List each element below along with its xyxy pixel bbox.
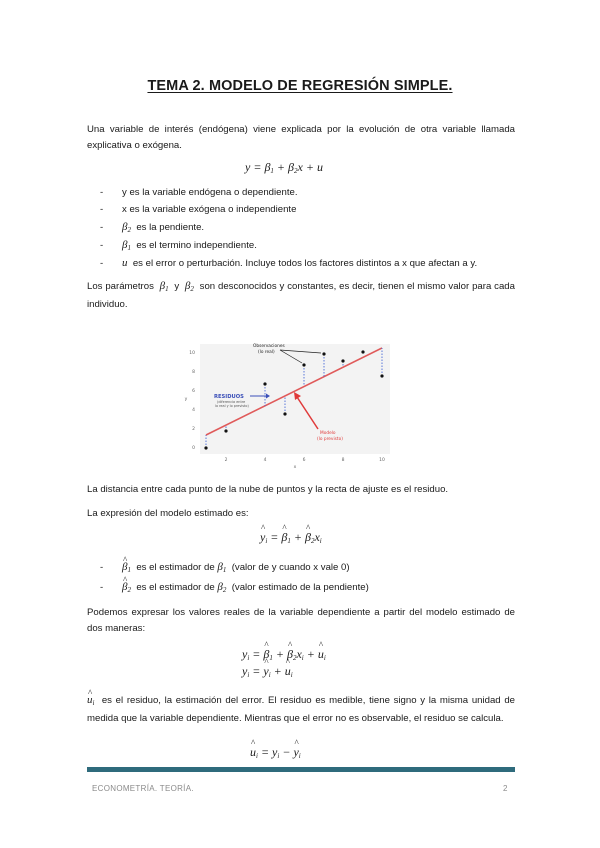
label-lo-previsto: (lo previsto) <box>317 437 343 442</box>
label-lo-real: (lo real) <box>258 350 275 355</box>
real-values-equation-2: $y_i$ = ^ $y_i$ + ^ $u_i$ <box>242 664 293 679</box>
y-tick: 2 <box>192 427 195 432</box>
main-equation: $y = \beta_1 + \beta_2x + u$ <box>245 160 323 175</box>
list-item: - $\beta_2$ es la pendiente. <box>100 221 205 234</box>
x-tick: 6 <box>302 458 306 463</box>
list-item: -^ $\beta_1$ es el estimador de $\beta_1$ (valor de y cuando x vale 0) <box>100 560 350 577</box>
estimated-equation: ^ $y_i$ = ^ $\beta_1$ + ^ $\beta_2x_i$ <box>260 530 322 545</box>
x-axis-label: x <box>293 465 297 470</box>
intro-paragraph: Una variable de interés (endógena) viene explicada por la evolución de otra variable llamada explicativa o exógena. <box>87 124 515 151</box>
y-tick: 8 <box>192 370 195 375</box>
label-modelo: Modelo <box>320 431 336 436</box>
page-number: 2 <box>503 784 508 793</box>
residuo-paragraph: ^ $u_i$ es el residuo, la estimación del error. El residuo es medible, tiene signo y la misma unidad de medida que la variable dependiente. Mientras que el error no es observable, el residuo se calcula. <box>87 692 515 727</box>
y-axis-label: y <box>184 397 188 402</box>
footer-bar <box>87 767 515 772</box>
real-values-equation-1: $y_i$ = ^ $\beta_1$ + ^ $\beta_2x_i$ + ^ $u_i$ <box>242 647 326 662</box>
x-tick: 2 <box>224 458 228 463</box>
distancia-paragraph: La distancia entre cada punto de la nube de puntos y la recta de ajuste es el residuo. <box>87 484 449 495</box>
label-residuos-sub: lo real y lo previsto) <box>215 404 249 408</box>
y-tick: 10 <box>189 351 195 356</box>
x-tick: 10 <box>379 458 385 463</box>
label-observaciones: Observaciones <box>253 344 285 349</box>
list-item: - $\beta_1$ es el termino independiente. <box>100 239 257 252</box>
y-tick: 6 <box>192 389 195 394</box>
page-title: TEMA 2. MODELO DE REGRESIÓN SIMPLE. <box>147 78 453 94</box>
list-item: -^ $\beta_2$ es el estimador de $\beta_2$ (valor estimado de la pendiente) <box>100 580 369 597</box>
x-tick: 4 <box>263 458 267 463</box>
y-tick: 0 <box>192 446 195 451</box>
expresion-paragraph: La expresión del modelo estimado es: <box>87 508 249 519</box>
residual-equation: ^ $u_i = y_i$ − ^ $y_i$ <box>250 745 301 760</box>
footer-title: ECONOMETRÍA. TEORÍA. <box>92 784 194 793</box>
params-paragraph: Los parámetros $\beta_1$ y $\beta_2$ son desconocidos y constantes, es decir, tienen el mismo valor para cada individuo. <box>87 280 515 310</box>
y-tick: 4 <box>192 408 195 413</box>
list-item: - u es el error o perturbación. Incluye todos los factores distintos a x que afectan a y. <box>100 257 478 269</box>
label-residuos-sub: (diferencia entre <box>217 400 246 404</box>
label-residuos: RESIDUOS <box>214 394 244 400</box>
podemos-paragraph: Podemos expresar los valores reales de la variable dependiente a partir del modelo estimado de dos maneras: <box>87 607 515 634</box>
list-item: - y es la variable endógena o dependiente. <box>100 187 298 198</box>
list-item: - x es la variable exógena o independiente <box>100 204 297 215</box>
regression-figure <box>170 332 400 472</box>
x-tick: 8 <box>341 458 345 463</box>
